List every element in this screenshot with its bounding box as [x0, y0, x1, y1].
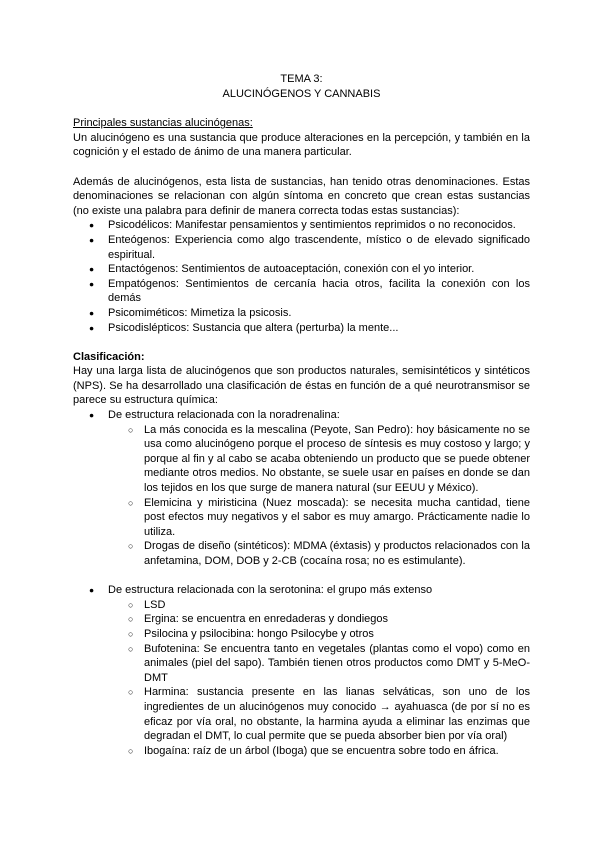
list-item: ● Entactógenos: Sentimientos de autoaceptación, conexión con el yo interior.	[73, 262, 530, 277]
list-item: ○ Elemicina y miristicina (Nuez moscada): se necesita mucha cantidad, tiene post efectos muy negativos y el sabor es muy amargo. Prácticamente nadie lo utiliza.	[73, 496, 530, 540]
section-heading-classification: Clasificación:	[73, 350, 145, 363]
definition-paragraph: Un alucinógeno es una sustancia que produce alteraciones en la percepción, y también en la cognición y el estado de ánimo de una manera particular.	[73, 131, 530, 159]
denominations-list	[73, 218, 530, 335]
list-item: ○ Harmina: sustancia presente en las lianas selváticas, son uno de los ingredientes de un alucinógenos muy conocido → ayahuasca (de por sí no es eficaz por vía oral, no obstante, la harmina ayuda a eliminar las enzimas que degradan el DMT, lo cual permite que se pueda absorber bien por vía oral)	[73, 685, 530, 743]
serotonin-list	[73, 598, 530, 759]
classification-intro: Hay una larga lista de alucinógenos que son productos naturales, semisintéticos y sintéticos (NPS). Se ha desarrollado una clasificación de éstas en función de a qué neurotransmisor se parece su estructura química:	[73, 365, 530, 407]
list-item: ○ Psilocina y psilocibina: hongo Psilocybe y otros	[73, 627, 530, 642]
noradrenaline-list	[73, 423, 530, 569]
list-item: ● Psicodislépticos: Sustancia que altera (perturba) la mente...	[73, 321, 530, 336]
list-item: ● Empatógenos: Sentimientos de cercanía hacia otros, facilita la conexión con los demás	[73, 277, 530, 306]
list-item: ● Psicodélicos: Manifestar pensamientos y sentimientos reprimidos o no reconocidos.	[73, 218, 530, 233]
classification-groups	[73, 408, 530, 569]
section-heading-substances: Principales sustancias alucinógenas:	[73, 117, 253, 130]
topic-label: TEMA 3:	[280, 73, 323, 85]
document-page	[73, 72, 530, 758]
group-label: De estructura relacionada con la noradrenalina:	[108, 409, 340, 422]
group-serotonin	[73, 583, 530, 758]
classification-groups-2	[73, 583, 530, 758]
list-item: ○ Ergina: se encuentra en enredaderas y dondiegos	[73, 612, 530, 627]
list-item: ○ Drogas de diseño (sintéticos): MDMA (éxtasis) y productos relacionados con la anfetamina, DOM, DOB y 2-CB (cocaína rosa; no es estimulante).	[73, 539, 530, 568]
denominations-intro: Además de alucinógenos, esta lista de sustancias, han tenido otras denominaciones. Estas denominaciones se relacionan con algún síntoma en concreto que crean estas sustancias (no existe una palabra para definir de manera correcta todas estas sustancias):	[73, 175, 530, 217]
group-label: De estructura relacionada con la serotonina: el grupo más extenso	[108, 584, 433, 597]
list-item: ○ Bufotenina: Se encuentra tanto en vegetales (plantas como el vopo) como en animales (piel del sapo). También tienen otros productos como DMT y 5-MeO-DMT	[73, 642, 530, 686]
list-item: ● Enteógenos: Experiencia como algo trascendente, místico o de elevado significado espiritual.	[73, 233, 530, 262]
list-item: ○ Ibogaína: raíz de un árbol (Iboga) que se encuentra sobre todo en áfrica.	[73, 744, 530, 759]
document-title: ALUCINÓGENOS Y CANNABIS	[222, 87, 381, 100]
list-item: ● Psicomiméticos: Mimetiza la psicosis.	[73, 306, 530, 321]
list-item: ○ LSD	[73, 598, 530, 613]
group-noradrenaline	[73, 408, 530, 569]
list-item: ○ La más conocida es la mescalina (Peyote, San Pedro): hoy básicamente no se usa como alucinógeno porque el proceso de síntesis es muy costoso y largo; y porque al fin y al cabo se acaba obteniendo un producto que se puede obtener mediante otros medios. No obstante, se suele usar en países en donde se dan los tejidos en los que surge de manera natural (sur EEUU y México).	[73, 423, 530, 496]
